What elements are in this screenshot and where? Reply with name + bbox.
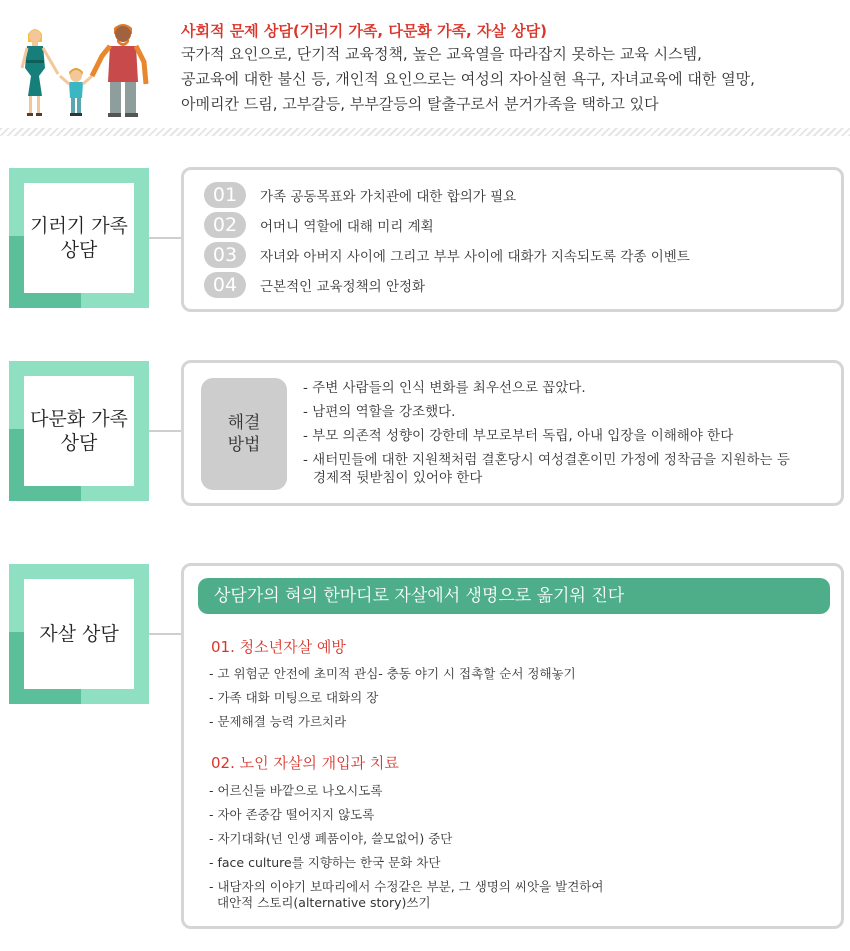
section-label-multicultural-family [9,361,149,501]
suicide-counseling-box [181,563,844,929]
label-inner [24,579,134,689]
label-inner [24,183,134,293]
list-item: - 고 위험군 안전에 초미적 관심- 충동 야기 시 접촉할 순서 정해놓기 [209,666,576,681]
goose-family-box [181,167,844,312]
multicultural-family-box [181,360,844,506]
intro-line-1: 국가적 요인으로, 단기적 교육정책, 높은 교육열을 따라잡지 못하는 교육 시스템, [181,45,702,63]
solution-line-1: 해결 [227,413,261,433]
solution-list [303,379,823,493]
list-item: - face culture를 지향하는 한국 문화 차단 [209,855,441,870]
intro-title: 사회적 문제 상담(기러기 가족, 다문화 가족, 자살 상담) [181,22,547,40]
list-item: - 어르신들 바깥으로 나오시도록 [209,783,383,798]
mother-figure [22,29,58,116]
list-item: - 문제해결 능력 가르치라 [209,714,347,729]
list-item [204,182,516,208]
connector-line [149,430,182,432]
solution-line-2: 방법 [227,435,261,455]
intro-header [0,0,850,130]
number-badge: 03 [204,242,246,268]
list-item: - 자아 존중감 떨어지지 않도록 [209,807,375,822]
list-item-text: 근본적인 교육정책의 안정화 [260,279,426,295]
father-figure [92,24,146,117]
list-item [204,272,425,298]
family-illustration [18,22,158,118]
connector-line [149,237,182,239]
list-item: - 남편의 역할을 강조했다. [303,404,456,420]
list-item [204,212,434,238]
list-item: - 자기대화(넌 인생 폐품이야, 쓸모없어) 중단 [209,831,453,846]
list-item [209,879,829,911]
section-label-suicide-counseling [9,564,149,704]
list-item: - 부모 의존적 성향이 강한데 부모로부터 독립, 아내 입장을 이해해야 한다 [303,428,734,444]
number-badge: 01 [204,182,246,208]
list-item-text: 자녀와 아버지 사이에 그리고 부부 사이에 대화가 지속되도록 각종 이벤트 [260,249,690,265]
list-item [204,242,690,268]
list-item: - 가족 대화 미팅으로 대화의 장 [209,690,379,705]
elderly-intervention-heading: 02. 노인 자살의 개입과 치료 [211,754,399,772]
label-inner [24,376,134,486]
label-line-1: 다문화 가족 [30,408,128,430]
list-item-text: - 내담자의 이야기 보따리에서 수정같은 부분, 그 생명의 씨앗을 발견하여 [209,879,604,894]
intro-text [181,20,755,117]
solution-badge [201,378,287,490]
section-label-goose-family [9,168,149,308]
label-text: 자살 상담 [39,623,119,645]
list-item [303,451,823,487]
label-text [30,407,128,455]
number-badge: 04 [204,272,246,298]
list-item: - 주변 사람들의 인식 변화를 최우선으로 꼽았다. [303,380,586,396]
number-badge: 02 [204,212,246,238]
elderly-intervention-list [209,783,829,919]
list-item-text: - 새터민들에 대한 지원책처럼 결혼당시 여성결혼이민 가정에 정착금을 지원하는 등 [303,452,790,468]
label-line-2: 상담 [60,432,98,454]
section-banner: 상담가의 혀의 한마디로 자살에서 생명으로 옮기워 진다 [198,578,830,614]
connector-line [149,633,182,635]
label-line-2: 상담 [60,239,98,261]
label-text [30,214,128,262]
hatched-divider [0,128,850,136]
list-item-continuation: 대안적 스토리(alternative story)쓰기 [217,895,431,910]
child-figure [60,68,92,116]
intro-line-3: 아메리칸 드림, 고부갈등, 부부갈등의 탈출구로서 분거가족을 택하고 있다 [181,95,659,113]
list-item-text: 어머니 역할에 대해 미리 계획 [260,219,434,235]
youth-prevention-list [209,666,829,738]
label-line-1: 기러기 가족 [30,215,128,237]
youth-prevention-heading: 01. 청소년자살 예방 [211,638,346,656]
list-item-text: 가족 공동목표와 가치관에 대한 합의가 필요 [260,189,517,205]
intro-line-2: 공교육에 대한 불신 등, 개인적 요인으로는 여성의 자아실현 욕구, 자녀교육에 대한 열망, [181,70,755,88]
list-item-continuation: 경제적 뒷받침이 있어야 한다 [313,470,483,486]
